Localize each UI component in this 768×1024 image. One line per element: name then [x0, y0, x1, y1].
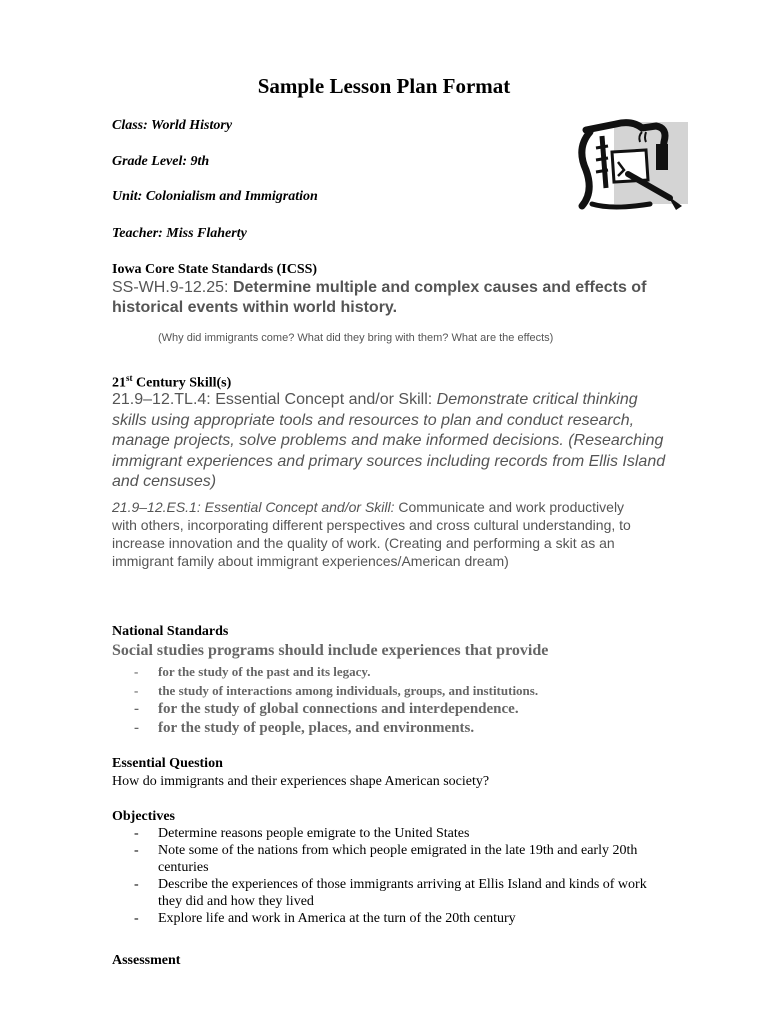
objectives-list — [128, 825, 658, 927]
list-item-text: for the study of people, places, and environments. — [158, 720, 475, 736]
list-item-text: Explore life and work in America at the turn of the 20th century — [158, 911, 516, 926]
list-item: - for the study of global connections and interdependence. — [134, 701, 519, 717]
national-standards-heading: National Standards — [112, 624, 229, 639]
page-title: Sample Lesson Plan Format — [257, 74, 511, 98]
class-label: Class: World History — [112, 118, 233, 133]
skill-es1-code: 21.9–12.ES.1: Essential Concept and/or Skill: — [112, 499, 399, 515]
national-standards-intro: Social studies programs should include experiences that provide — [112, 642, 549, 659]
list-item: - the study of interactions among individuals, groups, and institutions. — [134, 683, 539, 698]
skill-es1-text: Communicate and work productively with others, incorporating different perspectives and cross cultural understanding, to increase innovation and the quality of work. (Creating and performing a skit as an immigrant family about immigrant experiences/American dream) — [112, 499, 631, 569]
skill-tl4-code: 21.9–12.TL.4: Essential Concept and/or Skill: — [112, 391, 437, 408]
skills-heading-number: 21 — [112, 375, 126, 391]
list-item-text: Describe the experiences of those immigrants arriving at Ellis Island and kinds of work they did and how they lived — [158, 877, 647, 909]
skill-tl4-text: Demonstrate critical thinking skills using appropriate tools and resources to plan and conduct research, manage projects, solve problems and make informed decisions. (Researching immigrant experiences and primary sources including records from Ellis Island and censuses) — [112, 391, 666, 490]
grade-level-label: Grade Level: 9th — [112, 154, 210, 169]
list-item: - Explore life and work in America at the turn of the 20th century — [134, 911, 516, 926]
list-item-text: for the study of global connections and interdependence. — [158, 701, 519, 717]
skill-tl4 — [112, 390, 672, 493]
list-item: - Describe the experiences of those immigrants arriving at Ellis Island and kinds of work they did and how they lived — [134, 877, 647, 909]
lesson-plan-clipart-icon — [572, 118, 692, 214]
teacher-label: Teacher: Miss Flaherty — [112, 226, 247, 241]
skills-heading-sup: st — [126, 373, 133, 383]
skills-heading-text: Century Skill(s) — [132, 375, 232, 391]
list-item: - for the study of the past and its legacy. — [134, 664, 371, 679]
essential-question-heading: Essential Question — [112, 756, 223, 771]
icss-heading: Iowa Core State Standards (ICSS) — [112, 262, 318, 277]
list-item-text: Note some of the nations from which people emigrated in the late 19th and early 20th centuries — [158, 843, 638, 875]
unit-label: Unit: Colonialism and Immigration — [112, 189, 318, 204]
list-item-text: the study of interactions among individuals, groups, and institutions. — [158, 683, 539, 698]
list-item: - Note some of the nations from which people emigrated in the late 19th and early 20th centuries — [134, 843, 638, 875]
icss-code: SS-WH.9-12.25: — [112, 279, 233, 296]
assessment-heading: Assessment — [112, 953, 181, 968]
icss-standard — [112, 278, 672, 318]
skill-es1 — [112, 498, 652, 570]
essential-question-text: How do immigrants and their experiences shape American society? — [112, 774, 490, 789]
list-item: - for the study of people, places, and environments. — [134, 720, 475, 736]
list-item-text: for the study of the past and its legacy. — [158, 664, 371, 679]
objectives-heading: Objectives — [112, 809, 175, 824]
national-standards-list — [128, 662, 538, 738]
list-item-text: Determine reasons people emigrate to the United States — [158, 826, 470, 841]
list-item: - Determine reasons people emigrate to the United States — [134, 826, 470, 841]
icss-text: Determine multiple and complex causes and effects of historical events within world history. — [112, 279, 647, 316]
icss-note: (Why did immigrants come? What did they bring with them? What are the effects) — [158, 332, 554, 344]
skills-heading — [112, 373, 231, 392]
